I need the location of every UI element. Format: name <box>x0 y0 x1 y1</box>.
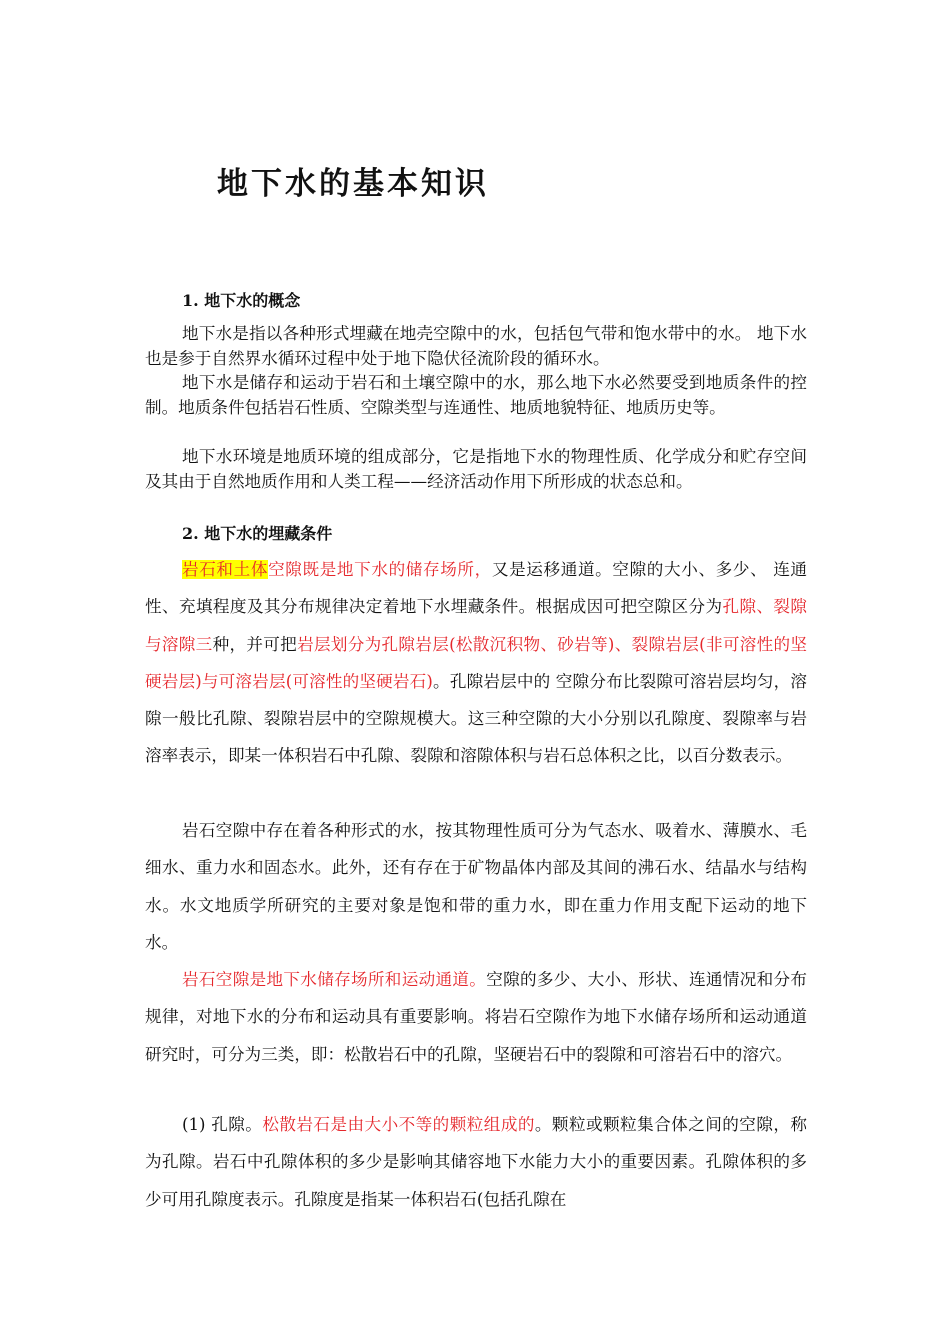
paragraph-void-channels <box>145 961 807 1073</box>
highlighted-phrase: 岩石和土体 <box>182 560 269 579</box>
emphasis-text: 岩层划分为孔隙岩层(松散沉积物、砂岩等)、裂隙岩层(非可溶性的坚硬岩层)与可溶岩层(可溶性的坚硬岩石) <box>145 634 808 691</box>
body-text: 种，并可把 <box>212 634 298 654</box>
body-text: 。孔隙岩层中的 空隙分布比裂隙可溶岩层均匀，溶隙一般比孔隙、裂隙岩层中的空隙规模大。这三种空隙的大小分别以孔隙度、裂隙率与岩溶率表示，即某一体积岩石中孔隙、裂隙和溶隙体积与岩石总体积之比，以百分数表示。 <box>145 671 808 766</box>
section-1-heading: 1. 地下水的概念 <box>182 291 301 310</box>
emphasis-text: 空隙既是地下水的储存场所， <box>268 560 492 579</box>
paragraph-environment: 地下水环境是地质环境的组成部分，它是指地下水的物理性质、化学成分和贮存空间及其由于自然地质作用和人类工程——经济活动作用下所形成的状态总和。 <box>145 447 807 491</box>
body-text: 。颗粒或颗粒集合体之间的空隙，称为孔隙。岩石中孔隙体积的多少是影响其储容地下水能力大小的重要因素。孔隙体积的多少可用孔隙度表示。孔隙度是指某一体积岩石(包括孔隙在 <box>145 1115 808 1209</box>
body-text: 空隙的多少、大小、形状、连通情况和分布规律，对地下水的分布和运动具有重要影响。将岩石空隙作为地下水储存场所和运动通道研究时，可分为三类，即：松散岩石中的孔隙，坚硬岩石中的裂隙和可溶岩石中的溶穴。 <box>145 970 807 1064</box>
item-label: (1) 孔隙。 <box>182 1115 263 1134</box>
paragraph-voids <box>145 551 807 775</box>
emphasis-text: 松散岩石是由大小不等的颗粒组成的 <box>262 1115 535 1134</box>
emphasis-text: 岩石空隙是地下水储存场所和运动通道。 <box>182 970 487 989</box>
paragraph-water-forms: 岩石空隙中存在着各种形式的水，按其物理性质可分为气态水、吸着水、薄膜水、毛细水、重力水和固态水。此外，还有存在于矿物晶体内部及其间的沸石水、结晶水与结构水。水文地质学所研究的主要对象是饱和带的重力水，即在重力作用支配下运动的地下水。 <box>145 821 807 952</box>
document-title: 地下水的基本知识 <box>217 166 489 202</box>
emphasis-text: 孔隙、裂隙与溶隙三 <box>145 597 807 654</box>
paragraph-definition: 地下水是指以各种形式埋藏在地壳空隙中的水，包括包气带和饱水带中的水。 地下水也是参于自然界水循环过程中处于地下隐伏径流阶段的循环水。 <box>145 324 807 368</box>
section-2-heading: 2. 地下水的埋藏条件 <box>182 524 333 543</box>
paragraph-geology-control: 地下水是储存和运动于岩石和土壤空隙中的水，那么地下水必然要受到地质条件的控制。地质条件包括岩石性质、空隙类型与连通性、地质地貌特征、地质历史等。 <box>145 373 807 417</box>
body-text: 又是运移通道。空隙的大小、多少、 连通性、充填程度及其分布规律决定着地下水埋藏条件。根据成因可把空隙区分为 <box>145 560 808 617</box>
paragraph-pores <box>145 1106 807 1218</box>
